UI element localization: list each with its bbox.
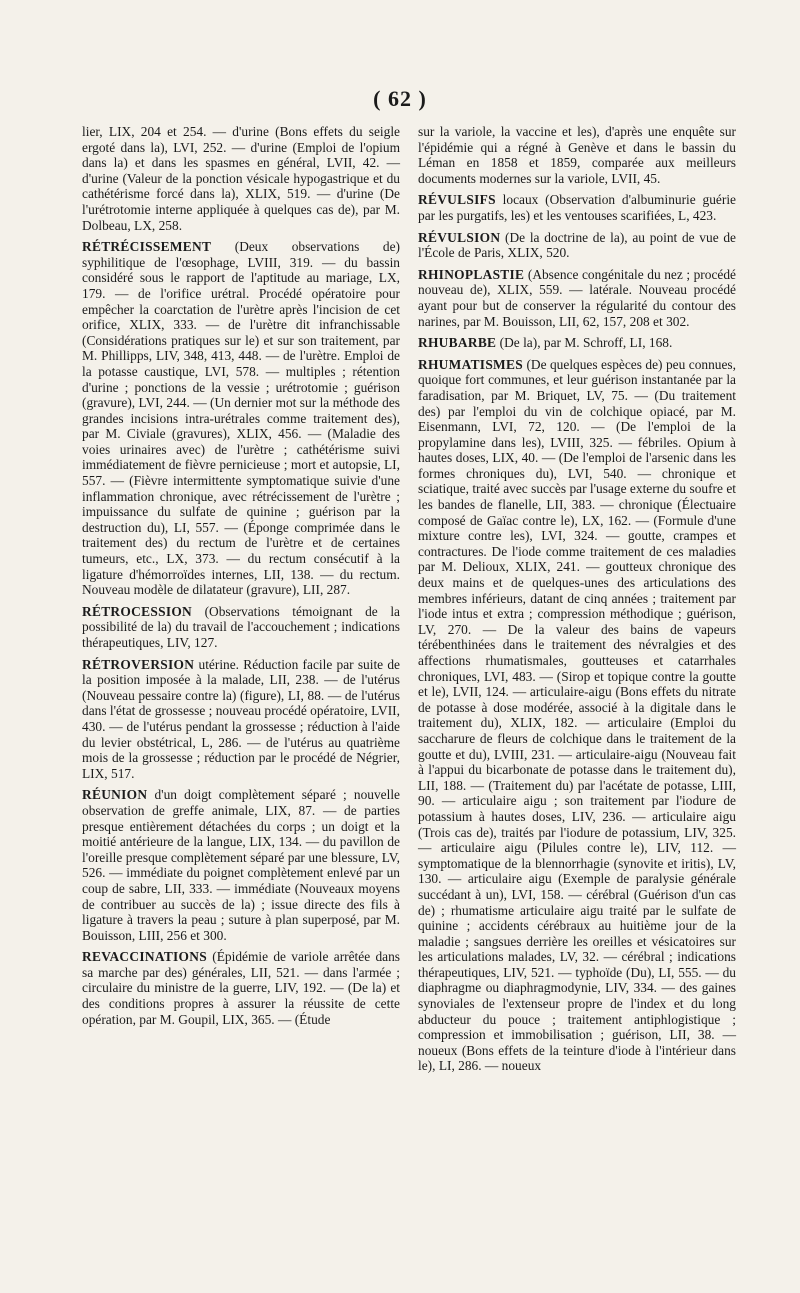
entry-headword: RHINOPLASTIE — [418, 266, 525, 282]
index-entry — [418, 335, 736, 351]
entry-headword: REVACCINATIONS — [82, 949, 207, 965]
entry-text: locaux (Observation d'albuminurie guérie par les purgatifs, les) et les ventouses scarifiées, L, 423. — [418, 192, 736, 223]
entry-headword: RÉVULSIFS — [418, 192, 496, 208]
entry-text: (Épidémie de variole arrêtée dans sa marche par des) générales, LII, 521. — dans l'armée ; circulaire du ministre de la guerre, LIV, 192. — (De la) et des conditions propres à assurer la réussite de cette opération, par M. Goupil, LIX, 365. — (Étude — [82, 949, 400, 1027]
index-entry — [82, 239, 400, 598]
left-column — [82, 124, 400, 1033]
entry-text: (De quelques espèces de) peu connues, quoique fort communes, et leur guérison instantanée par la faradisation, par M. Briquet, LV, 75. — (Du traitement des) par l'emploi du vin de colchique opiacé, par M. Eisenmann, LVI, 72, 120. — (De l'emploi de la propylamine dans les), LVIII, 325. — fébriles. Opium à hautes doses, LIX, 40. — (De l'emploi de l'arsenic dans les formes chroniques du), LVI, 540. — chronique et sciatique, traité avec succès par l'usage externe du soufre et les bandes de flanelle, LII, 383. — chronique (Électuaire composé de Gaïac contre le), LX, 162. — (Formule d'une mixture contre les), LVI, 324. — goutte, crampes et contractures. De l'iode comme traitement de ces maladies par M. Delioux, XLIX, 241. — goutteux chronique des deux mains et de quelques-unes des articulations des membres inférieurs, datant de cinq années ; traitement par l'iode intus et extra ; compression méthodique ; guérison, LV, 270. — De la valeur des bains de vapeurs térébenthinées dans le traitement des névralgies et des affections rhumatismales, goutteuses et catarrhales chroniques, LVI, 483. — (Sirop et topique contre la goutte et le), LVII, 124. — articulaire-aigu (Bons effets du nitrate de potasse à dose modérée, associé à la digitale dans le traitement du), XLIX, 182. — articulaire (Emploi du saccharure de fleurs de colchique dans le traitement de la goutte et du), LVIII, 231. — articulaire-aigu (Nouveau fait à l'appui du bicarbonate de potasse dans le traitement du), LII, 188. — (Traitement du) par l'acétate de potasse, LIII, 90. — articulaire aigu ; son traitement par l'iodure de potassium à hautes doses, LIV, 236. — articulaire aigu (Trois cas de), traités par l'iodure de potassium, LIV, 325. — articulaire aigu (Pilules contre le), LIV, 112. — symptomatique de la blennorrhagie (synovite et iritis), LV, 130. — articulaire aigu (Exemple de paralysie générale succédant à un), LVI, 158. — cérébral (Guérison d'un cas de) ; rhumatisme articulaire aigu traité par le sulfate de quinine ; accidents cérébraux au huitième jour de la maladie ; sangsues derrière les oreilles et vésicatoires sur les articulations malades, LV, 32. — cérébral ; indications thérapeutiques, LIV, 521. — typhoïde (Du), LI, 555. — du diaphragme ou diaphragmodynie, LIV, 334. — des gaines synoviales de l'extenseur propre de l'index et du long abducteur du pouce ; traitement antiphlogistique ; compression et immobilisation ; guérison, LII, 38. — noueux (Bons effets de la teinture d'iode à l'intérieur dans le), LI, 286. — noueux — [418, 356, 736, 1074]
entry-text: (Observations témoignant de la possibilité de la) du travail de l'accouchement ; indications thérapeutiques, LIV, 127. — [82, 603, 400, 650]
entry-text: lier, LIX, 204 et 254. — d'urine (Bons effets du seigle ergoté dans la), LVI, 252. — d'urine (Emploi de l'opium dans la) et dans les spasmes en général, LVII, 42. — d'urine (Valeur de la ponction vésicale hypogastrique et du cathétérisme forcé dans la), XLIX, 519. — d'urine (De l'urétrotomie interne appliquée à quelques cas de), par M. Dolbeau, LX, 258. — [82, 124, 400, 233]
entry-headword: RÉUNION — [82, 787, 148, 803]
index-entry — [82, 604, 400, 651]
index-entry — [82, 787, 400, 943]
entry-headword: RÉTROCESSION — [82, 603, 193, 619]
entry-headword: RÉVULSION — [418, 229, 501, 245]
entry-text: (De la), par M. Schroff, LI, 168. — [499, 335, 673, 351]
index-entry — [418, 357, 736, 1074]
entry-headword: RHUBARBE — [418, 335, 497, 351]
entry-text: utérine. Réduction facile par suite de la position imposée à la malade, LII, 238. — de l'utérus (Nouveau pessaire contre la) (figure), LI, 88. — de l'utérus dans l'état de grossesse ; nouveau procédé opératoire, LVII, 430. — de l'utérus pendant la grossesse ; réduction à l'aide du levier obstétrical, L, 286. — de l'utérus au quatrième mois de la grossesse ; réduction par le procédé de Négrier, LIX, 517. — [82, 656, 401, 781]
right-column — [418, 124, 736, 1080]
index-entry — [418, 192, 736, 223]
entry-text: sur la variole, la vaccine et les), d'après une enquête sur l'épidémie qui a régné à Genève et dans le bassin du Léman en 1858 et 1859, comparée aux meilleurs documents modernes sur la variole, LVII, 45. — [418, 124, 736, 186]
entry-text: (De la doctrine de la), au point de vue de l'École de Paris, XLIX, 520. — [418, 229, 736, 261]
entry-headword: RÉTROVERSION — [82, 656, 195, 672]
entry-text: (Absence congénitale du nez ; procédé nouveau de), XLIX, 559. — latérale. Nouveau procédé ayant pour but de conserver la régularité du contour des narines, par M. Bouisson, LII, 62, 157, 208 et 302. — [418, 266, 736, 329]
entry-text: d'un doigt complètement séparé ; nouvelle observation de greffe animale, LIX, 87. — de parties presque entièrement détachées du corps ; un doigt et la moitié antérieure de la langue, LIX, 134. — du pavillon de l'oreille presque complètement séparé par une blessure, LV, 526. — immédiate du poignet complètement enlevé par un coup de sabre, LII, 333. — immédiate (Nouveaux moyens de contribuer au succès de la) ; issue directe des fils à ligature à travers la peau ; suture à plan superposé, par M. Bouisson, LIII, 256 et 300. — [82, 787, 400, 943]
index-entry — [418, 267, 736, 329]
index-entry — [82, 657, 400, 782]
entry-headword: RÉTRÉCISSEMENT — [82, 239, 212, 255]
entry-headword: RHUMATISMES — [418, 356, 523, 372]
index-entry — [82, 949, 400, 1027]
index-entry — [418, 230, 736, 261]
page-number: ( 62 ) — [373, 86, 427, 111]
index-entry — [82, 124, 400, 233]
entry-text: (Deux observations de) syphilitique de l'œsophage, LVIII, 319. — du bassin considéré sous le rapport de l'aptitude au mariage, LX, 179. — de l'orifice urétral. Procédé opératoire pour empêcher la coarctation de l'urètre après l'incision de cet orifice, XLIX, 333. — de l'urètre dit infranchissable (Considérations pratiques sur le) et sur son traitement, par M. Phillipps, LIV, 348, 413, 448. — de l'urètre. Emploi de la potasse caustique, LVI, 578. — multiples ; rétention d'urine ; ponctions de la vessie ; urétrotomie ; guérison (gravure), LVI, 244. — (Un dernier mot sur la méthode des grandes incisions intra-urétrales comme traitement des), par M. Civiale (gravures), XLIX, 456. — (Maladie des voies urinaires avec) de l'urètre ; cathétérisme suivi immédiatement de fièvre pernicieuse ; mort et autopsie, LI, 557. — (Fièvre intermittente symptomatique suivie d'une inflammation chronique, avec rétrécissement de l'urètre ; impuissance du sulfate de quinine ; guérison par la destruction du), LI, 557. — (Éponge comprimée dans le traitement des) du rectum de l'urètre et de certaines tumeurs, etc., LX, 373. — du rectum consécutif à la ligature d'hémorroïdes internes, LII, 138. — du rectum. Nouveau modèle de dilatateur (gravure), LII, 287. — [82, 239, 400, 598]
index-entry — [418, 124, 736, 186]
